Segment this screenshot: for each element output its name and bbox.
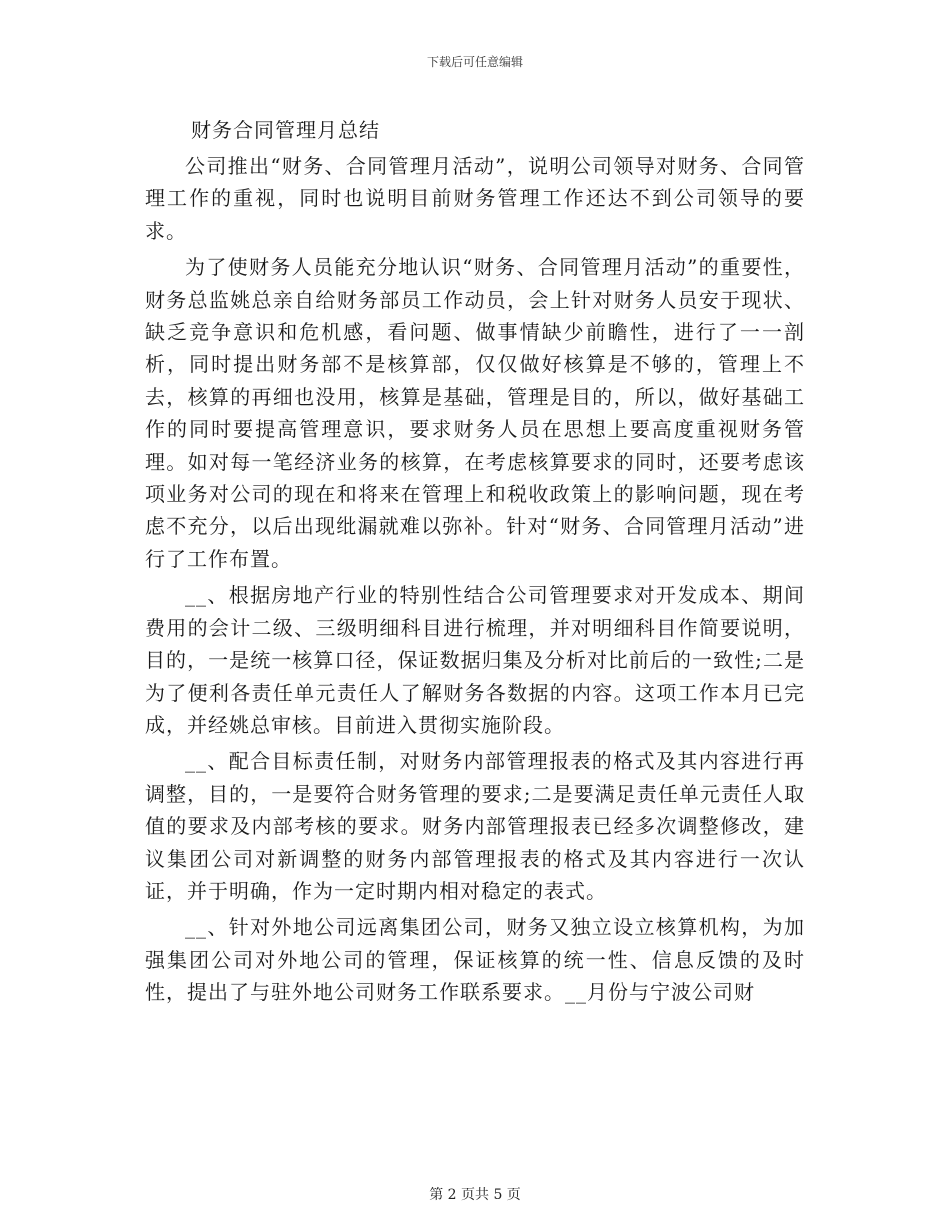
paragraph-mobilization: 为了使财务人员能充分地认识“财务、合同管理月活动”的重要性，财务总监姚总亲自给财务部员工作动员，会上针对财务人员安于现状、缺乏竞争意识和危机感，看问题、做事情缺少前瞻性，进行了一一剖析，同时提出财务部不是核算部，仅仅做好核算是不够的，管理上不去，核算的再细也没用，核算是基础，管理是目的，所以，做好基础工作的同时要提高管理意识，要求财务人员在思想上要高度重视财务管理。如对每一笔经济业务的核算，在考虑核算要求的同时，还要考虑该项业务对公司的现在和将来在管理上和税收政策上的影响问题，现在考虑不充分，以后出现纰漏就难以弥补。针对“财务、合同管理月活动”进行了工作布置。 [145,255,805,571]
paragraph-intro: 公司推出“财务、合同管理月活动”，说明公司领导对财务、合同管理工作的重视，同时也说明目前财务管理工作还达不到公司领导的要求。 [145,154,805,243]
document-body [145,114,805,1013]
page-footer-number: 第 2 页共 5 页 [429,1187,521,1203]
document-title: 财务合同管理月总结 [191,118,380,142]
paragraph-item-accounts: __、根据房地产行业的特别性结合公司管理要求对开发成本、期间费用的会计二级、三级明细科目进行梳理，并对明细科目作简要说明，目的，一是统一核算口径，保证数据归集及分析对比前后的一致性;二是为了便利各责任单元责任人了解财务各数据的内容。这项工作本月已完成，并经姚总审核。目前进入贯彻实施阶段。 [145,583,805,737]
paragraph-item-reports: __、配合目标责任制，对财务内部管理报表的格式及其内容进行再调整，目的，一是要符合财务管理的要求;二是要满足责任单元责任人取值的要求及内部考核的要求。财务内部管理报表已经多次调整修改，建议集团公司对新调整的财务内部管理报表的格式及其内容进行一次认证，并于明确，作为一定时期内相对稳定的表式。 [145,749,805,903]
page-header-note: 下载后可任意编辑 [426,55,523,69]
paragraph-item-branches: __、针对外地公司远离集团公司，财务又独立设立核算机构，为加强集团公司对外地公司的管理，保证核算的统一性、信息反馈的及时性，提出了与驻外地公司财务工作联系要求。__月份与宁波公司财 [145,915,805,1005]
